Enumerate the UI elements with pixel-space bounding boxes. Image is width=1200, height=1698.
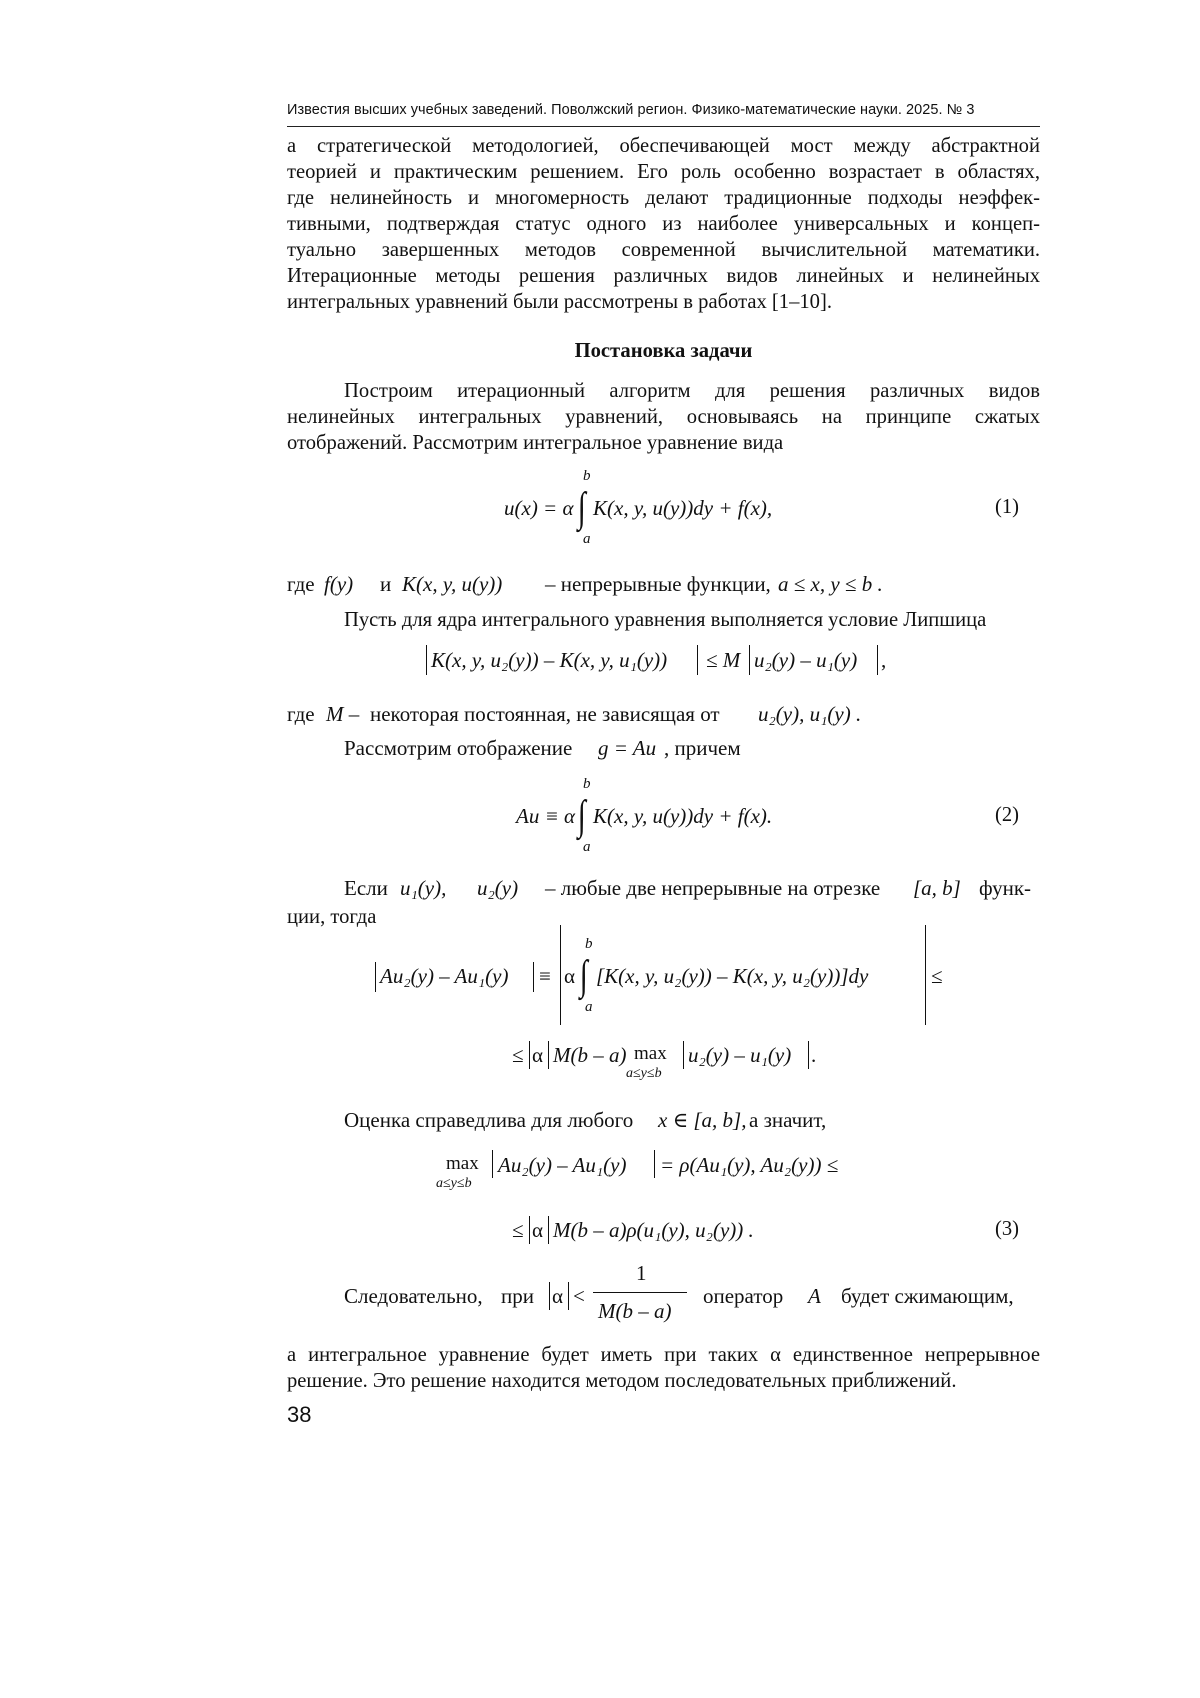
intro-line: туально завершенных методов современной вычислительной математики. — [287, 239, 1040, 261]
intro-line: а стратегической методологией, обеспечивающей мост между абстрактной — [287, 135, 1040, 157]
eq1-number: (1) — [995, 496, 1020, 518]
abs-bar — [877, 645, 878, 675]
section-title: Постановка задачи — [574, 340, 753, 362]
integral-sign-icon: ∫ — [579, 953, 588, 999]
abs-bar — [426, 645, 427, 675]
final-line: а интегральное уравнение будет иметь при таких α единственное непрерывное — [287, 1344, 1040, 1366]
eq1-body: K(x, y, u(y))dy + f(x), — [593, 496, 773, 520]
eq1-lower-limit: a — [583, 531, 591, 547]
abs-bar — [749, 645, 750, 675]
integral-sign-icon: ∫ — [577, 485, 586, 531]
setup-line: отображений. Рассмотрим интегральное уравнение вида — [287, 432, 784, 454]
intro-line: интегральных уравнений были рассмотрены в работах [1–10]. — [287, 291, 832, 313]
lipschitz-intro: Пусть для ядра интегрального уравнения выполняется условие Липшица — [344, 609, 987, 631]
eq1-upper-limit: b — [583, 468, 591, 484]
eq1-lhs: u(x) = α — [504, 496, 574, 520]
intro-line: теорией и практическим решением. Его роль особенно возрастает в областях, — [287, 161, 1040, 183]
header-rule — [287, 126, 1040, 127]
if-line-continued: ции, тогда — [287, 906, 377, 928]
intro-line: тивными, подтверждая статус одного из наиболее универсальных и концеп- — [287, 213, 1040, 235]
journal-page: Известия высших учебных заведений. Поволжский регион. Физико-математические науки. 2025. № 3 а стратегической методологией, обеспечивающей мост между абстрактной теорией и практическим решением. Его роль особенно возрастает в областях, где нелинейность и многомерность делают традиционные подходы неэффек- тивными, подтверждая статус одного из наиболее универсальных и концеп- туально завершенных методов современной вычислительной математики. Итерационные методы решения различных видов линейных и нелинейных интегральных уравнений были рассмотрены в работах [1–10]. Постановка задачи Построим итерационный алгоритм для решения различных видов нелинейных интегральных уравнений, основываясь на принципе сжатых отображений. Рассмотрим интегральное уравнение вида u(x) = α b ∫ a K(x, y, u(y))dy + f(x), (1) где f(y) и K(x, y, u(y)) – непрерывные функции, a ≤ x, y ≤ b . Пусть для ядра интегрального уравнения выполняется условие Липшица K(x, y, u₂(y)) – K(x, y, u₁(y)) ≤ M u₂(y) – u₁(y) , где M – некоторая постоянная, не зависящая от u₂(y), u₁(y) . Рассмотрим отображение g = Au , причем Au ≡ α b ∫ a K(x, y, u(y))dy + f(x). (2) Если u₁(y), u₂(y) – любые две непрерывные на отрезке [a, b] функ- ции, тогда Au₂(y) – Au₁(y) ≡ α b ∫ a [K(x, y, u₂(y)) – K(x, y, u₂(y))]dy ≤ ≤ α M(b – a) max a≤y≤b u₂(y) – u₁(y) . Оценка справедлива для любого x ∈ [a, b], а значит, max a≤y≤b Au₂(y) – Au₁(y) = ρ(Au₁(y), Au₂(y)) ≤ ≤ α M(b – a)ρ(u₁(y), u₂(y)) . (3) Следовательно, при α < 1 M(b – a) оператор A будет сжимающим, а интегральное уравнение будет иметь при таких α единственное непрерывное решение. Это решение находится методом последовательных приближений. 38 — [0, 0, 1200, 1698]
integral-sign-icon: ∫ — [577, 793, 586, 839]
final-line: решение. Это решение находится методом последовательных приближений. — [287, 1370, 957, 1392]
intro-line: Итерационные методы решения различных видов линейных и нелинейных — [287, 265, 1040, 287]
setup-line: нелинейных интегральных уравнений, основываясь на принципе сжатых — [287, 406, 1040, 428]
fraction-bar — [593, 1292, 687, 1293]
setup-line: Построим итерационный алгоритм для решения различных видов — [344, 380, 1040, 402]
intro-line: где нелинейность и многомерность делают традиционные подходы неэффек- — [287, 187, 1040, 209]
page-number: 38 — [287, 1402, 312, 1427]
abs-bar — [697, 645, 698, 675]
running-head: Известия высших учебных заведений. Поволжский регион. Физико-математические науки. 2025. № 3 — [287, 102, 975, 118]
